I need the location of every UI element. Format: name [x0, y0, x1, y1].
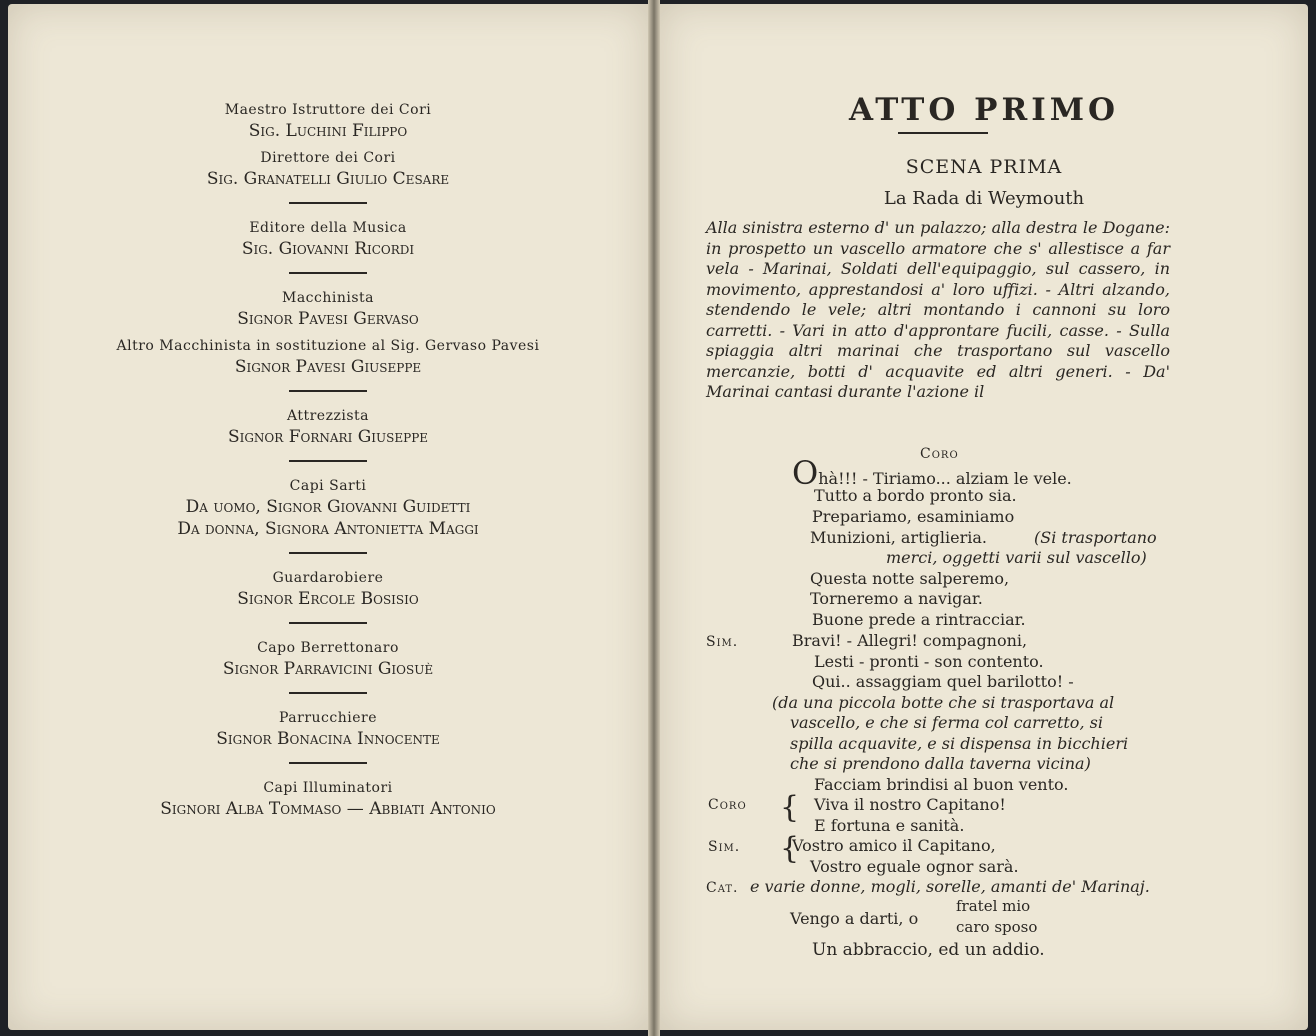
right-page: [660, 4, 1308, 1030]
credit-role: Altro Macchinista in sostituzione al Sig. Gervaso Pavesi: [116, 338, 540, 354]
stage-direction-2-line-3: spilla acquavite, e si dispensa in bicchieri: [790, 734, 1129, 753]
coro-heading: Coro: [920, 446, 959, 462]
credit-props: [8, 406, 648, 448]
credits-list: [8, 100, 648, 820]
verse-line-11: Facciam brindisi al buon vento.: [814, 775, 1069, 794]
speaker-label: Sim.: [706, 634, 739, 650]
credit-role: Guardarobiere: [272, 570, 384, 586]
stage-direction-2-line-2: vascello, e che si ferma col carretto, si: [790, 713, 1103, 732]
credit-name: Signor Fornari Giuseppe: [227, 427, 429, 447]
separator-rule: [289, 202, 367, 204]
verse-direction-1: (Si trasportano: [1034, 528, 1157, 547]
verse-line-3: Prepariamo, esaminiamo: [812, 507, 1015, 526]
separator-rule: [289, 762, 367, 764]
stage-direction: Alla sinistra esterno d' un palazzo; alla destra le Dogane: in prospetto un vascello armatore che s' allestisce a far vela - Marinai, Soldati dell'equipaggio, sul cassero, in movimento, apprestandosi a' loro uffizi. - Altri alzando, stendendo le vele; altri montando i cannoni su loro carretti. - Vari in atto d'approntare fucili, casse. - Sulla spiaggia altri marinai che trasportano sul vascello mercanzie, botti d' acquavite ed altri generi. - Da' Marinai cantasi durante l'azione il: [706, 218, 1170, 401]
stage-direction-2-line-1: (da una piccola botte che si trasportava al: [772, 693, 1115, 712]
speaker-label: Coro: [708, 797, 747, 813]
verse-line-13: E fortuna e sanità.: [814, 816, 965, 835]
credit-tailors: [8, 476, 648, 540]
credit-chorus-director: [8, 148, 648, 190]
credit-name: Signor Pavesi Gervaso: [237, 309, 419, 329]
verse-line-9: Lesti - pronti - son contento.: [814, 652, 1044, 671]
verse-line-16-variant-1: fratel mio: [956, 897, 1031, 915]
credit-name: Sig. Giovanni Ricordi: [241, 239, 415, 259]
credit-name: Signor Pavesi Giuseppe: [234, 357, 422, 377]
credit-role: Direttore dei Cori: [260, 150, 396, 166]
verse-line-6: Torneremo a navigar.: [810, 589, 983, 608]
credit-role: Maestro Istruttore dei Cori: [224, 102, 432, 118]
verse-line-8: Bravi! - Allegri! compagnoni,: [792, 631, 1028, 650]
separator-rule: [289, 692, 367, 694]
scene-place: La Rada di Weymouth: [883, 188, 1085, 209]
credit-music-publisher: [8, 218, 648, 260]
verse-line-2: Tutto a bordo pronto sia.: [814, 486, 1017, 505]
credit-name: Signori Alba Tommaso — Abbiati Antonio: [160, 799, 496, 819]
verse-direction-2: merci, oggetti varii sul vascello): [886, 548, 1147, 567]
credit-name: Signor Bonacina Innocente: [216, 729, 440, 749]
separator-rule: [289, 460, 367, 462]
separator-rule: [289, 272, 367, 274]
verse-line-16-variant-2: caro sposo: [956, 918, 1038, 936]
separator-rule: [289, 552, 367, 554]
credit-chorus-instructor: [8, 100, 648, 142]
credit-role: Attrezzista: [287, 408, 369, 424]
verse-line-17: Un abbraccio, ed un addio.: [812, 940, 1045, 960]
verse-text: hà!!! - Tiriamo... alziam le vele.: [818, 469, 1072, 488]
verse-line-5: Questa notte salperemo,: [810, 569, 1010, 588]
credit-role: Capi Sarti: [289, 478, 367, 494]
separator-rule: [289, 622, 367, 624]
credit-name-2: Da donna, Signora Antonietta Maggi: [177, 519, 479, 539]
verse-line-16: Vengo a darti, o: [790, 909, 919, 928]
credit-role: Capo Berrettonaro: [257, 640, 399, 656]
credit-name: Da uomo, Signor Giovanni Guidetti: [185, 497, 471, 517]
separator-rule: [289, 390, 367, 392]
cat-direction: e varie donne, mogli, sorelle, amanti de' Marinaj.: [750, 877, 1150, 896]
credit-substitute-machinist: [8, 336, 648, 378]
credit-name: Signor Ercole Bosisio: [237, 589, 419, 609]
credit-wardrobe: [8, 568, 648, 610]
credit-lighting: [8, 778, 648, 820]
speaker-label: Sim.: [708, 839, 741, 855]
credit-role: Capi Illuminatori: [263, 780, 393, 796]
credit-role: Editore della Musica: [249, 220, 407, 236]
left-page: [8, 4, 648, 1030]
title-rule: [898, 132, 988, 134]
credit-name: Signor Parravicini Giosuè: [222, 659, 434, 679]
drop-cap: O: [792, 454, 819, 492]
credit-name: Sig. Granatelli Giulio Cesare: [206, 169, 450, 189]
credit-wigmaker: [8, 708, 648, 750]
credit-name: Sig. Luchini Filippo: [248, 121, 408, 141]
credit-hatmaker: [8, 638, 648, 680]
verse-line-4: Munizioni, artiglieria.: [810, 528, 987, 547]
verse-line-10: Qui.. assaggiam quel barilotto! -: [812, 672, 1074, 691]
book-gutter: [648, 0, 660, 1036]
credit-role: Parrucchiere: [279, 710, 377, 726]
verse-line-14: Vostro amico il Capitano,: [792, 836, 996, 855]
verse-line-12: Viva il nostro Capitano!: [814, 795, 1006, 814]
stage-direction-2-line-4: che si prendono dalla taverna vicina): [790, 754, 1091, 773]
act-title: ATTO PRIMO: [848, 92, 1120, 128]
credit-role: Macchinista: [281, 290, 374, 306]
brace-mark: {: [780, 831, 800, 866]
speaker-label: Cat.: [706, 880, 739, 896]
credit-machinist: [8, 288, 648, 330]
brace-mark: {: [780, 790, 800, 825]
verse-line-7: Buone prede a rintracciar.: [812, 610, 1026, 629]
scene-title: SCENA PRIMA: [905, 156, 1063, 178]
verse-line-15: Vostro eguale ognor sarà.: [810, 857, 1019, 876]
